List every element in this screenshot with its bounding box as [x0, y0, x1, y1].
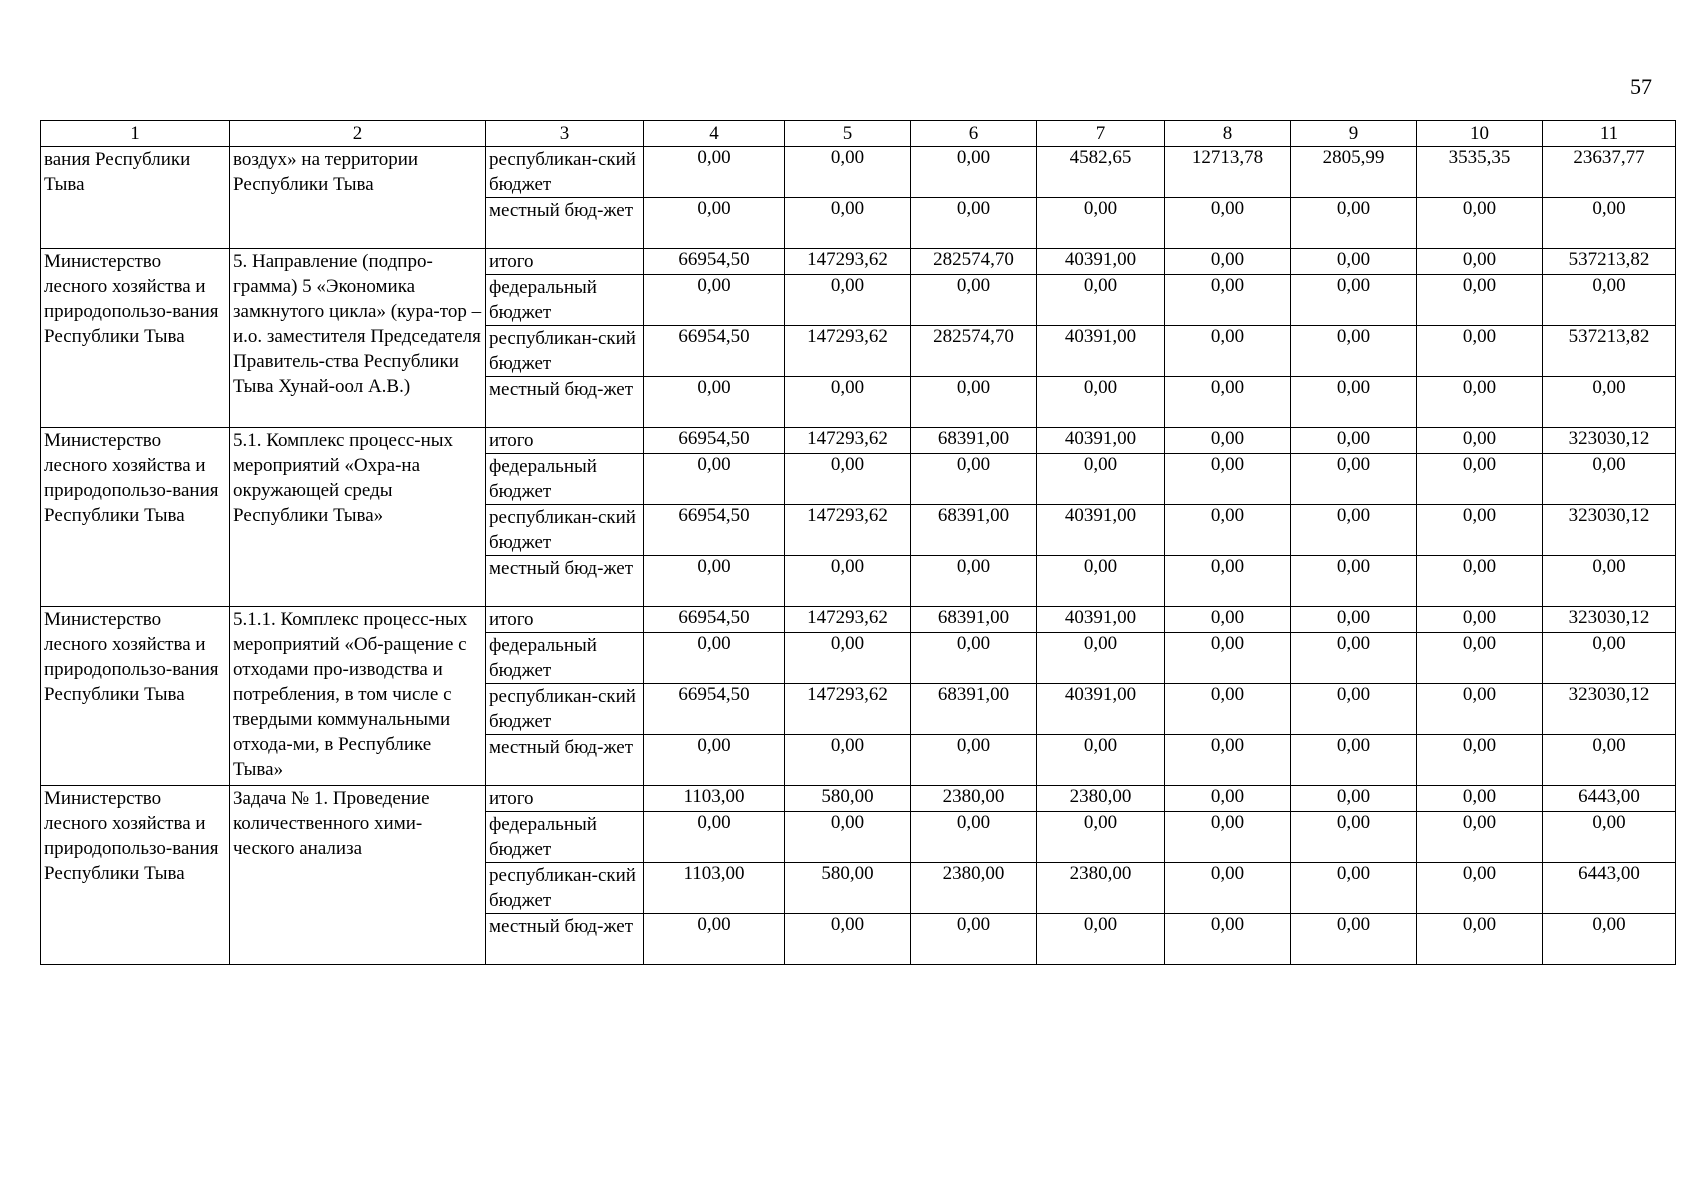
amount-cell: 147293,62: [785, 249, 911, 275]
budget-table: [40, 120, 1676, 965]
amount-cell: 0,00: [1417, 735, 1543, 786]
amount-cell: 0,00: [1037, 275, 1165, 326]
amount-cell: 0,00: [1417, 198, 1543, 249]
responsible-org-cell: вания Республики Тыва: [41, 147, 230, 249]
amount-cell: 0,00: [644, 275, 785, 326]
amount-cell: 0,00: [1165, 684, 1291, 735]
amount-cell: 282574,70: [911, 326, 1037, 377]
amount-cell: 0,00: [1543, 454, 1676, 505]
funding-source-cell: федеральный бюджет: [486, 812, 644, 863]
page-number: 57: [1630, 74, 1652, 99]
responsible-org-cell: Министерство лесного хозяйства и природопользо-вания Республики Тыва: [41, 786, 230, 965]
responsible-org-cell: Министерство лесного хозяйства и природопользо-вания Республики Тыва: [41, 428, 230, 607]
table-row: [41, 786, 1676, 812]
amount-cell: 0,00: [1165, 505, 1291, 556]
amount-cell: 0,00: [785, 735, 911, 786]
amount-cell: 40391,00: [1037, 249, 1165, 275]
amount-cell: 0,00: [644, 377, 785, 428]
amount-cell: 0,00: [1543, 633, 1676, 684]
amount-cell: 147293,62: [785, 428, 911, 454]
amount-cell: 68391,00: [911, 428, 1037, 454]
amount-cell: 0,00: [785, 454, 911, 505]
amount-cell: 147293,62: [785, 326, 911, 377]
header-row: [41, 121, 1676, 147]
amount-cell: 0,00: [785, 147, 911, 198]
amount-cell: 66954,50: [644, 684, 785, 735]
amount-cell: 0,00: [1037, 556, 1165, 607]
amount-cell: 66954,50: [644, 607, 785, 633]
amount-cell: 0,00: [1291, 198, 1417, 249]
amount-cell: 0,00: [1417, 275, 1543, 326]
amount-cell: 580,00: [785, 786, 911, 812]
amount-cell: 0,00: [1165, 326, 1291, 377]
funding-source-cell: местный бюд-жет: [486, 556, 644, 607]
amount-cell: 2380,00: [911, 863, 1037, 914]
amount-cell: 0,00: [1165, 454, 1291, 505]
amount-cell: 0,00: [911, 735, 1037, 786]
amount-cell: 147293,62: [785, 607, 911, 633]
amount-cell: 0,00: [1037, 198, 1165, 249]
amount-cell: 0,00: [1291, 735, 1417, 786]
amount-cell: 0,00: [1165, 377, 1291, 428]
amount-cell: 0,00: [1291, 275, 1417, 326]
amount-cell: 147293,62: [785, 505, 911, 556]
amount-cell: 0,00: [911, 812, 1037, 863]
amount-cell: 0,00: [1165, 633, 1291, 684]
amount-cell: 0,00: [644, 198, 785, 249]
amount-cell: 323030,12: [1543, 607, 1676, 633]
amount-cell: 6443,00: [1543, 786, 1676, 812]
amount-cell: 0,00: [1165, 556, 1291, 607]
amount-cell: 0,00: [1291, 326, 1417, 377]
amount-cell: 0,00: [1291, 812, 1417, 863]
funding-source-cell: местный бюд-жет: [486, 914, 644, 965]
amount-cell: 1103,00: [644, 786, 785, 812]
amount-cell: 537213,82: [1543, 249, 1676, 275]
amount-cell: 4582,65: [1037, 147, 1165, 198]
program-name-cell: Задача № 1. Проведение количественного хими-ческого анализа: [230, 786, 486, 965]
amount-cell: 2380,00: [1037, 863, 1165, 914]
amount-cell: 40391,00: [1037, 684, 1165, 735]
amount-cell: 0,00: [644, 735, 785, 786]
amount-cell: 282574,70: [911, 249, 1037, 275]
column-header: 7: [1037, 121, 1165, 147]
funding-source-cell: республикан-ский бюджет: [486, 863, 644, 914]
amount-cell: 0,00: [785, 556, 911, 607]
table-row: [41, 428, 1676, 454]
table-row: [41, 607, 1676, 633]
amount-cell: 40391,00: [1037, 326, 1165, 377]
amount-cell: 40391,00: [1037, 505, 1165, 556]
amount-cell: 2805,99: [1291, 147, 1417, 198]
funding-source-cell: республикан-ский бюджет: [486, 505, 644, 556]
amount-cell: 0,00: [1417, 454, 1543, 505]
amount-cell: 0,00: [1291, 863, 1417, 914]
amount-cell: 323030,12: [1543, 428, 1676, 454]
funding-source-cell: местный бюд-жет: [486, 377, 644, 428]
amount-cell: 0,00: [1165, 428, 1291, 454]
amount-cell: 0,00: [1291, 249, 1417, 275]
amount-cell: 0,00: [644, 633, 785, 684]
funding-source-cell: федеральный бюджет: [486, 275, 644, 326]
amount-cell: 0,00: [1165, 275, 1291, 326]
funding-source-cell: итого: [486, 786, 644, 812]
amount-cell: 0,00: [1417, 786, 1543, 812]
amount-cell: 0,00: [1417, 812, 1543, 863]
program-name-cell: 5.1.1. Комплекс процесс-ных мероприятий «Об-ращение с отходами про-изводства и потребления, в том числе с твердыми коммунальными отхода-ми, в Республике Тыва»: [230, 607, 486, 786]
amount-cell: 0,00: [1291, 428, 1417, 454]
amount-cell: 0,00: [644, 914, 785, 965]
amount-cell: 0,00: [1291, 377, 1417, 428]
column-header: 1: [41, 121, 230, 147]
amount-cell: 23637,77: [1543, 147, 1676, 198]
program-name-cell: 5. Направление (подпро-грамма) 5 «Экономика замкнутого цикла» (кура-тор – и.о. заместителя Председателя Правитель-ства Республики Тыва Хунай-оол А.В.): [230, 249, 486, 428]
amount-cell: 0,00: [1417, 684, 1543, 735]
table-row: [41, 249, 1676, 275]
funding-source-cell: республикан-ский бюджет: [486, 326, 644, 377]
column-header: 2: [230, 121, 486, 147]
program-name-cell: 5.1. Комплекс процесс-ных мероприятий «Охра-на окружающей среды Республики Тыва»: [230, 428, 486, 607]
amount-cell: 0,00: [1417, 505, 1543, 556]
responsible-org-cell: Министерство лесного хозяйства и природопользо-вания Республики Тыва: [41, 607, 230, 786]
amount-cell: 0,00: [1543, 275, 1676, 326]
amount-cell: 0,00: [1543, 914, 1676, 965]
amount-cell: 0,00: [1417, 249, 1543, 275]
amount-cell: 0,00: [1417, 914, 1543, 965]
amount-cell: 0,00: [1165, 198, 1291, 249]
amount-cell: 0,00: [1037, 812, 1165, 863]
amount-cell: 0,00: [1037, 914, 1165, 965]
amount-cell: 2380,00: [911, 786, 1037, 812]
amount-cell: 0,00: [911, 633, 1037, 684]
amount-cell: 0,00: [644, 812, 785, 863]
amount-cell: 6443,00: [1543, 863, 1676, 914]
amount-cell: 0,00: [1417, 326, 1543, 377]
column-header: 3: [486, 121, 644, 147]
amount-cell: 580,00: [785, 863, 911, 914]
amount-cell: 0,00: [1543, 377, 1676, 428]
funding-source-cell: республикан-ский бюджет: [486, 684, 644, 735]
table-body: [41, 121, 1676, 965]
amount-cell: 0,00: [785, 812, 911, 863]
funding-source-cell: федеральный бюджет: [486, 454, 644, 505]
column-header: 9: [1291, 121, 1417, 147]
amount-cell: 0,00: [1291, 556, 1417, 607]
amount-cell: 0,00: [1417, 428, 1543, 454]
amount-cell: 0,00: [1417, 607, 1543, 633]
amount-cell: 0,00: [1037, 377, 1165, 428]
amount-cell: 0,00: [1165, 812, 1291, 863]
program-name-cell: воздух» на территории Республики Тыва: [230, 147, 486, 249]
column-header: 6: [911, 121, 1037, 147]
amount-cell: 323030,12: [1543, 505, 1676, 556]
amount-cell: 0,00: [1291, 454, 1417, 505]
amount-cell: 66954,50: [644, 428, 785, 454]
amount-cell: 0,00: [785, 914, 911, 965]
amount-cell: 0,00: [1417, 863, 1543, 914]
amount-cell: 66954,50: [644, 249, 785, 275]
amount-cell: 0,00: [1543, 812, 1676, 863]
amount-cell: 66954,50: [644, 326, 785, 377]
amount-cell: 0,00: [1165, 249, 1291, 275]
column-header: 8: [1165, 121, 1291, 147]
amount-cell: 537213,82: [1543, 326, 1676, 377]
column-header: 11: [1543, 121, 1676, 147]
amount-cell: 0,00: [1543, 556, 1676, 607]
table-row: [41, 147, 1676, 198]
funding-source-cell: местный бюд-жет: [486, 198, 644, 249]
amount-cell: 0,00: [1165, 914, 1291, 965]
amount-cell: 0,00: [785, 377, 911, 428]
funding-source-cell: итого: [486, 607, 644, 633]
amount-cell: 0,00: [1291, 914, 1417, 965]
amount-cell: 68391,00: [911, 505, 1037, 556]
amount-cell: 0,00: [1291, 607, 1417, 633]
amount-cell: 323030,12: [1543, 684, 1676, 735]
amount-cell: 0,00: [785, 275, 911, 326]
amount-cell: 147293,62: [785, 684, 911, 735]
amount-cell: 12713,78: [1165, 147, 1291, 198]
amount-cell: 0,00: [1165, 786, 1291, 812]
amount-cell: 0,00: [1165, 863, 1291, 914]
amount-cell: 0,00: [644, 454, 785, 505]
amount-cell: 0,00: [644, 147, 785, 198]
amount-cell: 0,00: [1037, 633, 1165, 684]
amount-cell: 0,00: [644, 556, 785, 607]
column-header: 5: [785, 121, 911, 147]
funding-source-cell: республикан-ский бюджет: [486, 147, 644, 198]
amount-cell: 40391,00: [1037, 428, 1165, 454]
funding-source-cell: итого: [486, 428, 644, 454]
column-header: 4: [644, 121, 785, 147]
amount-cell: 3535,35: [1417, 147, 1543, 198]
amount-cell: 0,00: [1165, 735, 1291, 786]
amount-cell: 0,00: [1543, 735, 1676, 786]
amount-cell: 1103,00: [644, 863, 785, 914]
amount-cell: 0,00: [1291, 633, 1417, 684]
amount-cell: 0,00: [1037, 735, 1165, 786]
amount-cell: 0,00: [1417, 556, 1543, 607]
amount-cell: 68391,00: [911, 607, 1037, 633]
amount-cell: 40391,00: [1037, 607, 1165, 633]
amount-cell: 0,00: [911, 147, 1037, 198]
amount-cell: 0,00: [911, 914, 1037, 965]
funding-source-cell: итого: [486, 249, 644, 275]
amount-cell: 0,00: [1543, 198, 1676, 249]
amount-cell: 0,00: [911, 275, 1037, 326]
amount-cell: 0,00: [1417, 633, 1543, 684]
amount-cell: 0,00: [1165, 607, 1291, 633]
amount-cell: 66954,50: [644, 505, 785, 556]
amount-cell: 0,00: [1037, 454, 1165, 505]
amount-cell: 0,00: [911, 377, 1037, 428]
funding-source-cell: федеральный бюджет: [486, 633, 644, 684]
amount-cell: 0,00: [1291, 786, 1417, 812]
amount-cell: 0,00: [1291, 684, 1417, 735]
column-header: 10: [1417, 121, 1543, 147]
amount-cell: 2380,00: [1037, 786, 1165, 812]
amount-cell: 0,00: [1291, 505, 1417, 556]
amount-cell: 0,00: [785, 198, 911, 249]
responsible-org-cell: Министерство лесного хозяйства и природопользо-вания Республики Тыва: [41, 249, 230, 428]
amount-cell: 0,00: [1417, 377, 1543, 428]
funding-source-cell: местный бюд-жет: [486, 735, 644, 786]
amount-cell: 0,00: [911, 198, 1037, 249]
amount-cell: 68391,00: [911, 684, 1037, 735]
amount-cell: 0,00: [911, 454, 1037, 505]
amount-cell: 0,00: [785, 633, 911, 684]
amount-cell: 0,00: [911, 556, 1037, 607]
